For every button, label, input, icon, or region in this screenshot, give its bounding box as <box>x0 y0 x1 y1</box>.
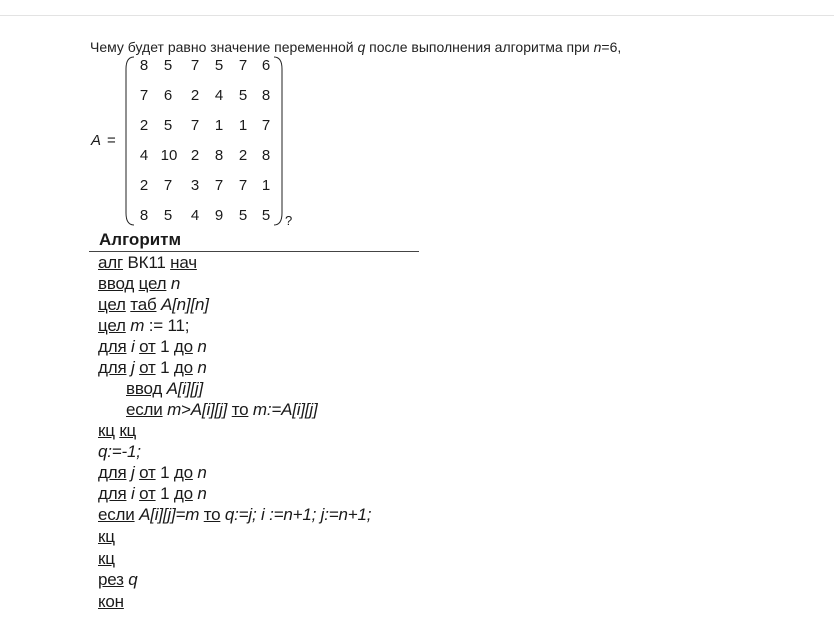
matrix-cell: 5 <box>163 207 173 224</box>
matrix-cell: 1 <box>238 117 248 134</box>
matrix-cell: 2 <box>190 147 200 164</box>
matrix-cell: 8 <box>139 207 149 224</box>
code-line: для j от 1 до n <box>98 358 207 377</box>
matrix-cell: 7 <box>214 177 224 194</box>
matrix-cell: 6 <box>163 87 173 104</box>
matrix-cell: 3 <box>190 177 200 194</box>
code-line: кц кц <box>98 421 137 440</box>
matrix-cell: 8 <box>139 57 149 74</box>
code-line: ввод цел n <box>98 274 181 293</box>
matrix-label: A = <box>91 132 116 149</box>
matrix-cell: 2 <box>139 177 149 194</box>
matrix-brackets <box>124 55 284 227</box>
matrix-cell: 7 <box>190 57 200 74</box>
matrix-cell: 4 <box>139 147 149 164</box>
code-line: рез q <box>98 570 138 589</box>
code-line: если A[i][j]=m то q:=j; i :=n+1; j:=n+1; <box>98 505 372 524</box>
code-line: алг ВК11 нач <box>98 253 197 272</box>
matrix-cell: 7 <box>261 117 271 134</box>
matrix-cell: 1 <box>261 177 271 194</box>
matrix-cell: 2 <box>139 117 149 134</box>
matrix-cell: 5 <box>238 207 248 224</box>
matrix-cell: 4 <box>214 87 224 104</box>
matrix-cell: 5 <box>238 87 248 104</box>
matrix-cell: 6 <box>261 57 271 74</box>
matrix-cell: 10 <box>160 147 178 164</box>
code-line: если m>A[i][j] то m:=A[i][j] <box>126 400 318 419</box>
matrix-cell: 5 <box>163 57 173 74</box>
code-line: q:=-1; <box>98 442 141 461</box>
top-divider <box>0 15 834 16</box>
matrix-cell: 8 <box>261 87 271 104</box>
code-line: кц <box>98 527 115 546</box>
code-line: кц <box>98 549 115 568</box>
matrix-cell: 7 <box>238 57 248 74</box>
matrix-cell: 8 <box>214 147 224 164</box>
code-line: для j от 1 до n <box>98 463 207 482</box>
code-line: для i от 1 до n <box>98 337 207 356</box>
matrix-cell: 2 <box>238 147 248 164</box>
code-line: для i от 1 до n <box>98 484 207 503</box>
matrix-cell: 7 <box>163 177 173 194</box>
matrix-cell: 8 <box>261 147 271 164</box>
matrix-cell: 1 <box>214 117 224 134</box>
code-line: кон <box>98 592 124 611</box>
matrix-cell: 4 <box>190 207 200 224</box>
matrix-question-mark: ? <box>285 213 293 228</box>
matrix-cell: 7 <box>139 87 149 104</box>
matrix-cell: 5 <box>163 117 173 134</box>
code-line: цел m := 11; <box>98 316 190 335</box>
matrix-cell: 5 <box>214 57 224 74</box>
code-line: ввод A[i][j] <box>126 379 203 398</box>
matrix-cell: 7 <box>190 117 200 134</box>
algorithm-title: Алгоритм <box>99 230 182 249</box>
matrix-cell: 7 <box>238 177 248 194</box>
matrix-cell: 9 <box>214 207 224 224</box>
matrix <box>124 55 284 227</box>
question-text: Чему будет равно значение переменной q после выполнения алгоритма при n=6, <box>90 39 622 55</box>
matrix-cell: 5 <box>261 207 271 224</box>
algorithm-title-rule <box>89 251 419 252</box>
matrix-cell: 2 <box>190 87 200 104</box>
code-line: цел таб A[n][n] <box>98 295 209 314</box>
